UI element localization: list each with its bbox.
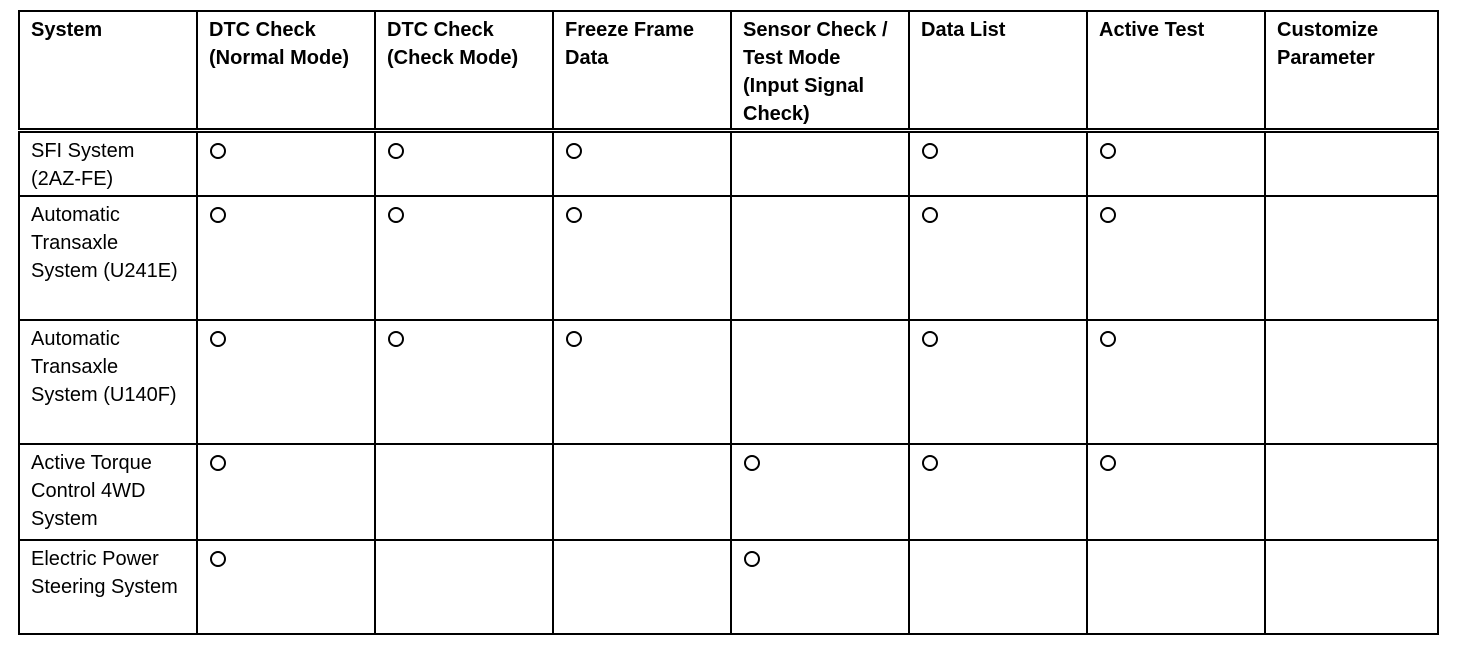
function-cell	[731, 196, 909, 320]
supported-circle-icon	[566, 207, 582, 223]
function-cell	[1087, 444, 1265, 540]
supported-circle-icon	[388, 143, 404, 159]
function-cell	[731, 540, 909, 634]
function-cell	[375, 196, 553, 320]
supported-circle-icon	[744, 455, 760, 471]
function-cell	[197, 196, 375, 320]
supported-circle-icon	[1100, 207, 1116, 223]
function-cell	[1265, 444, 1438, 540]
supported-circle-icon	[1100, 143, 1116, 159]
supported-circle-icon	[922, 207, 938, 223]
function-cell	[731, 131, 909, 197]
table-row	[19, 444, 1438, 540]
table-row	[19, 131, 1438, 197]
supported-circle-icon	[210, 143, 226, 159]
header-customize-parameter: Customize Parameter	[1265, 11, 1438, 131]
function-cell	[553, 131, 731, 197]
function-cell	[1265, 320, 1438, 444]
function-cell	[1265, 131, 1438, 197]
function-cell	[553, 196, 731, 320]
table-row	[19, 320, 1438, 444]
header-sensor-check: Sensor Check / Test Mode (Input Signal Check)	[731, 11, 909, 131]
supported-circle-icon	[210, 331, 226, 347]
supported-circle-icon	[922, 331, 938, 347]
system-name-cell: Automatic Transaxle System (U140F)	[19, 320, 197, 444]
function-cell	[909, 444, 1087, 540]
function-cell	[909, 320, 1087, 444]
function-cell	[197, 320, 375, 444]
header-dtc-check-check-mode: DTC Check (Check Mode)	[375, 11, 553, 131]
function-cell	[1265, 540, 1438, 634]
supported-circle-icon	[1100, 331, 1116, 347]
supported-circle-icon	[388, 207, 404, 223]
function-cell	[375, 444, 553, 540]
function-cell	[731, 320, 909, 444]
header-row	[19, 11, 1438, 131]
supported-circle-icon	[210, 207, 226, 223]
function-cell	[909, 540, 1087, 634]
header-system: System	[19, 11, 197, 131]
function-cell	[375, 131, 553, 197]
function-cell	[1087, 540, 1265, 634]
supported-circle-icon	[566, 143, 582, 159]
supported-circle-icon	[210, 551, 226, 567]
function-cell	[553, 444, 731, 540]
table-row	[19, 196, 1438, 320]
header-freeze-frame-data: Freeze Frame Data	[553, 11, 731, 131]
function-cell	[553, 320, 731, 444]
table-row	[19, 540, 1438, 634]
supported-circle-icon	[1100, 455, 1116, 471]
diagnostic-function-table	[18, 10, 1439, 635]
function-cell	[1087, 196, 1265, 320]
function-cell	[375, 320, 553, 444]
function-cell	[1087, 131, 1265, 197]
supported-circle-icon	[922, 143, 938, 159]
system-name-cell: SFI System (2AZ-FE)	[19, 131, 197, 197]
supported-circle-icon	[922, 455, 938, 471]
function-cell	[909, 131, 1087, 197]
function-cell	[909, 196, 1087, 320]
header-dtc-check-normal: DTC Check (Normal Mode)	[197, 11, 375, 131]
function-cell	[1087, 320, 1265, 444]
function-cell	[553, 540, 731, 634]
system-name-cell: Active Torque Control 4WD System	[19, 444, 197, 540]
function-cell	[197, 131, 375, 197]
header-active-test: Active Test	[1087, 11, 1265, 131]
function-cell	[1265, 196, 1438, 320]
function-cell	[731, 444, 909, 540]
function-cell	[197, 540, 375, 634]
system-name-cell: Automatic Transaxle System (U241E)	[19, 196, 197, 320]
supported-circle-icon	[566, 331, 582, 347]
function-cell	[197, 444, 375, 540]
supported-circle-icon	[210, 455, 226, 471]
function-cell	[375, 540, 553, 634]
supported-circle-icon	[388, 331, 404, 347]
supported-circle-icon	[744, 551, 760, 567]
system-name-cell: Electric Power Steering System	[19, 540, 197, 634]
header-data-list: Data List	[909, 11, 1087, 131]
